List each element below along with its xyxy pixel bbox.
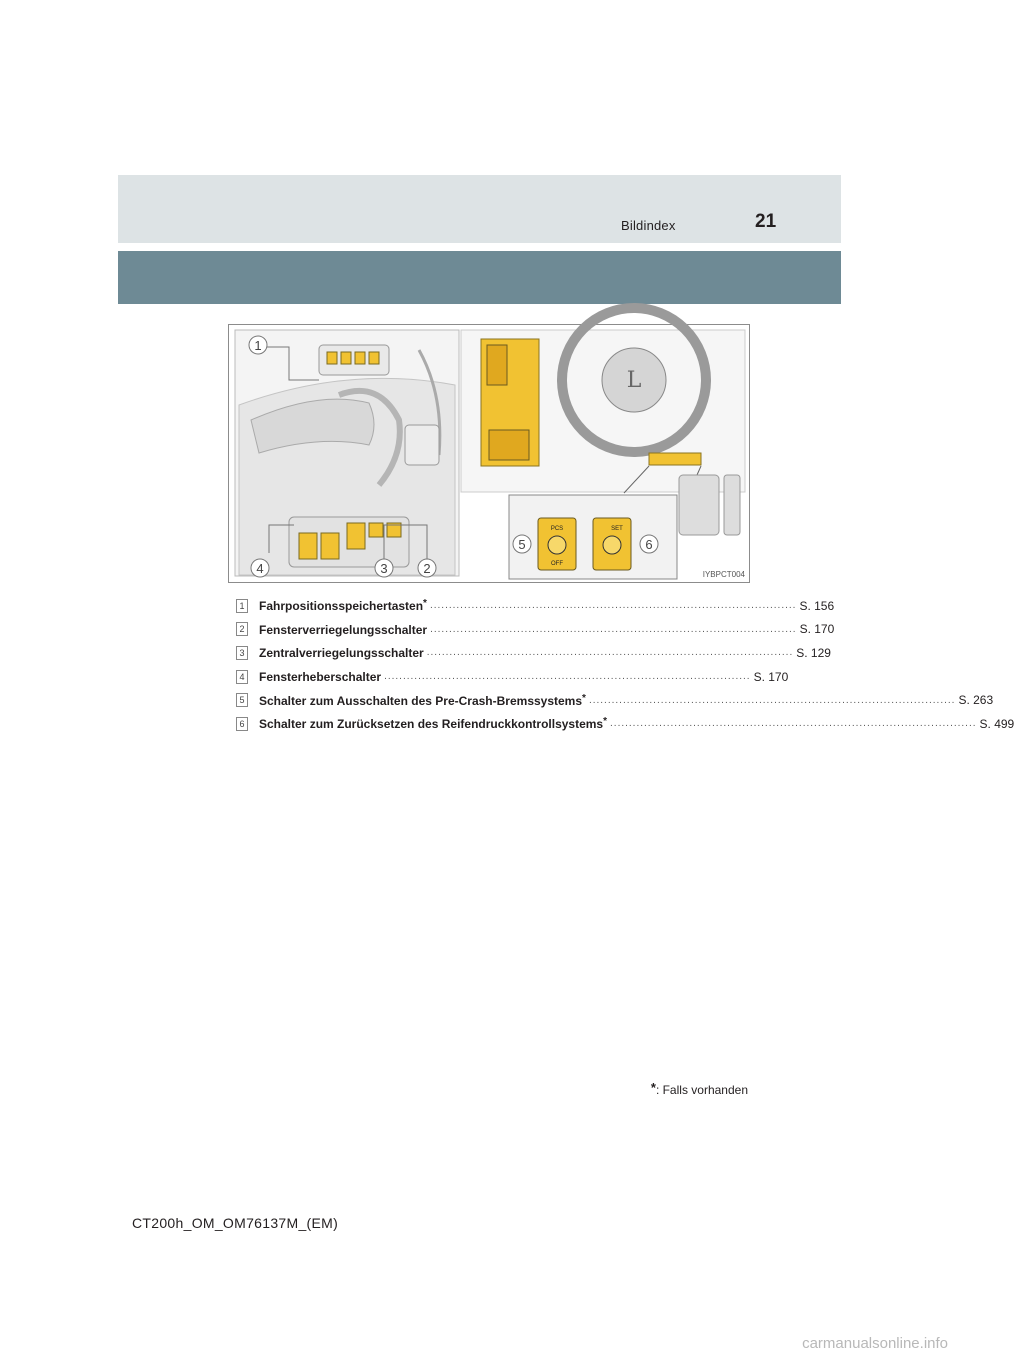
page-reference[interactable]: S. 129	[796, 645, 831, 660]
callout-2: 2	[423, 561, 431, 576]
item-number: 1	[236, 599, 248, 613]
legend-list	[236, 594, 1014, 736]
header-bar	[118, 251, 841, 304]
pcs-label: PCS	[550, 526, 564, 532]
watermark[interactable]: carmanualsonline.info	[802, 1335, 948, 1352]
list-item	[236, 712, 1014, 736]
item-number: 5	[236, 693, 248, 707]
item-number: 6	[236, 717, 248, 731]
leader-dots: .................................................................................................	[588, 694, 956, 706]
item-label: Zentralverriegelungsschalter	[259, 646, 424, 661]
callout-6: 6	[645, 537, 653, 552]
list-item	[236, 594, 835, 618]
item-number: 3	[236, 646, 248, 660]
leader-dots: .................................................................................................	[429, 600, 797, 612]
list-item	[236, 665, 789, 689]
item-label: Fensterheberschalter	[259, 670, 382, 685]
item-label: Schalter zum Ausschalten des Pre-Crash-Bremssystems*	[259, 692, 586, 708]
footnote-star: *	[650, 1080, 656, 1095]
item-label: Schalter zum Zurücksetzen des Reifendruckkontrollsystems*	[259, 716, 608, 732]
leader-dots: .................................................................................................	[610, 718, 977, 730]
list-item	[236, 688, 994, 712]
section-title: Bildindex	[621, 218, 676, 233]
figure-code: IYBPCT004	[702, 570, 745, 579]
page-reference[interactable]: S. 499	[979, 716, 1014, 731]
page-number: 21	[755, 211, 777, 232]
page-reference[interactable]: S. 170	[753, 669, 789, 684]
callout-4: 4	[256, 561, 264, 576]
callout-1: 1	[254, 338, 262, 353]
list-item	[236, 618, 835, 642]
footnote-text: : Falls vorhanden	[655, 1083, 748, 1097]
cockpit-drawing	[229, 325, 749, 582]
cockpit-illustration	[228, 324, 750, 583]
leader-dots: .................................................................................................	[384, 671, 751, 683]
page-reference[interactable]: S. 170	[799, 622, 835, 637]
header-band	[118, 175, 841, 243]
set-label: SET	[611, 526, 623, 532]
item-number: 4	[236, 670, 248, 684]
page-reference[interactable]: S. 263	[958, 693, 994, 708]
item-label: Fensterverriegelungsschalter	[259, 622, 428, 637]
item-label: Fahrpositionsspeichertasten*	[259, 598, 427, 614]
svg-text:L: L	[626, 368, 642, 393]
off-label: OFF	[551, 561, 563, 567]
item-number: 2	[236, 622, 248, 636]
callout-3: 3	[380, 561, 388, 576]
leader-dots: .................................................................................................	[430, 623, 797, 635]
leader-dots: .................................................................................................	[426, 647, 794, 659]
callout-5: 5	[518, 537, 526, 552]
list-item	[236, 641, 831, 665]
document-code: CT200h_OM_OM76137M_(EM)	[132, 1215, 339, 1231]
page-reference[interactable]: S. 156	[799, 598, 835, 613]
footnote	[651, 1080, 748, 1097]
